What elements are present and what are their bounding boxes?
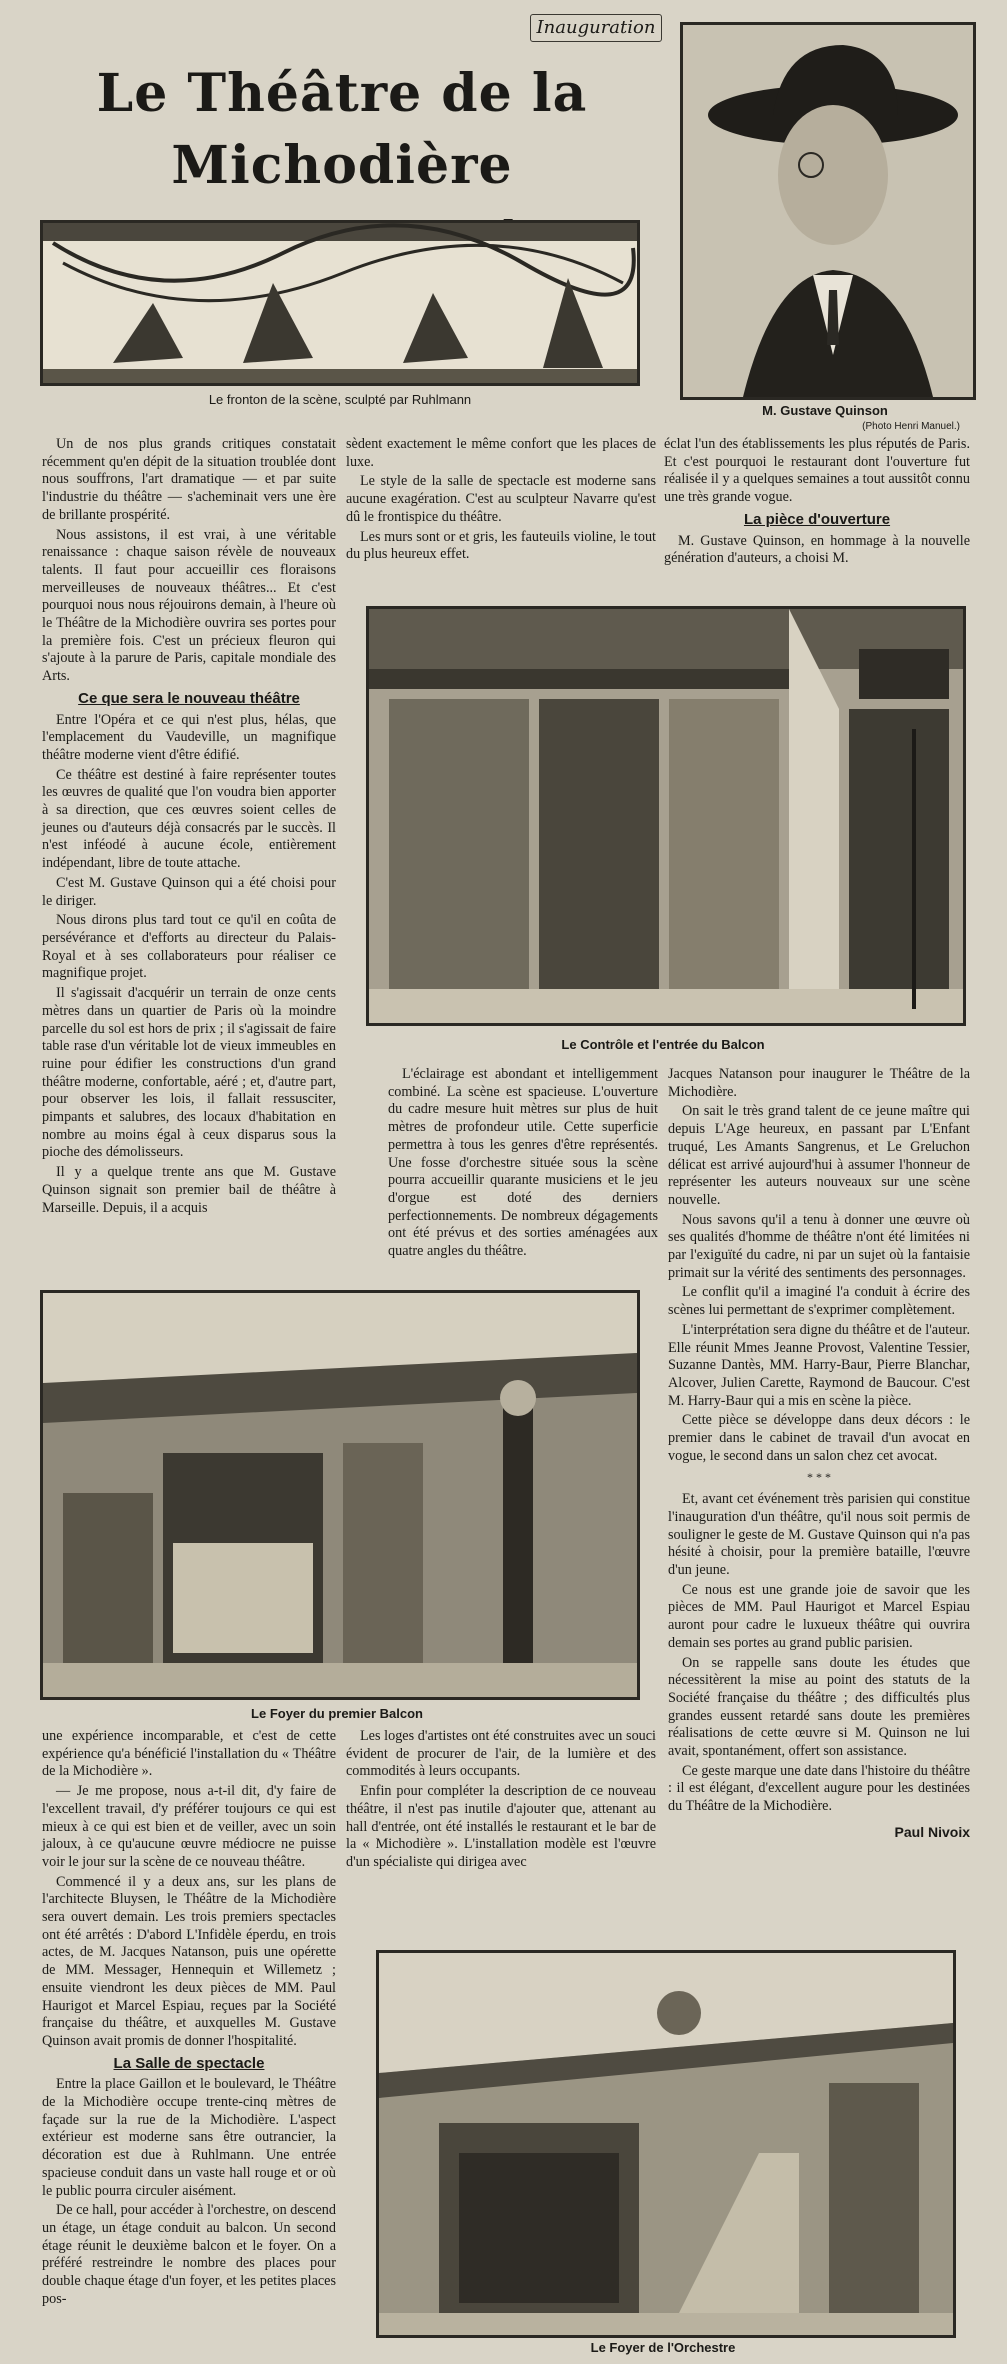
paragraph: De ce hall, pour accéder à l'orchestre, on descend un étage, un étage conduit au balcon. Un second étage réunit le deuxième balcon et le foyer. On a préféré restreindre le nombre des places pour double chaque étage d'un foyer, et les petites places pos-	[42, 2202, 336, 2307]
column-2-top	[346, 436, 656, 566]
column-3-mid	[668, 1066, 970, 1842]
paragraph: Cette pièce se développe dans deux décors : le premier dans le cabinet de travail d'un avocat en vogue, le second dans un salon chez cet avocat.	[668, 1412, 970, 1464]
portrait-credit: (Photo Henri Manuel.)	[862, 421, 960, 432]
foyer-orchestre-caption: Le Foyer de l'Orchestre	[590, 2340, 736, 2355]
paragraph: Enfin pour compléter la description de ce nouveau théâtre, il n'est pas inutile d'ajouter que, attenant au hall d'entrée, ont été installés le restaurant et le bar de la « Michodière ». L'installation modèle est l'œuvre d'un spécialiste qui dirigea avec	[346, 1783, 656, 1870]
controle-caption: Le Contrôle et l'entrée du Balcon	[561, 1037, 765, 1052]
paragraph: Ce théâtre est destiné à faire représenter toutes les œuvres de qualité que l'on voudra bien apporter à sa direction, que ces œuvres soient celles de jeunes ou d'auteurs déjà consacrés par le succès. Il n'est inféodé à aucune école, entièrement indépendant, libre de toute attache.	[42, 766, 336, 872]
controle-image	[366, 606, 966, 1026]
paragraph: Ce nous est une grande joie de savoir que les pièces de MM. Paul Haurigot et Marcel Espiau auront pour cadre le luxueux théâtre qui ouvrira demain ses portes au grand public parisien.	[668, 1581, 970, 1651]
column-2-mid	[388, 1066, 658, 1263]
foyer-orchestre-image	[376, 1950, 956, 2338]
paragraph: une expérience incomparable, et c'est de cette expérience qu'a bénéficié l'installation du « Théâtre de la Michodière ».	[42, 1728, 336, 1780]
foyer-balcon-caption: Le Foyer du premier Balcon	[251, 1706, 423, 1721]
paragraph: M. Gustave Quinson, en hommage à la nouvelle génération d'auteurs, a choisi M.	[664, 532, 970, 567]
column-3-top	[664, 436, 970, 570]
headline-line-1: Le Théâtre de la Michodière	[96, 63, 588, 196]
paragraph: Nous savons qu'il a tenu à donner une œuvre où ses qualités d'homme de théâtre n'ont été limitées ni par l'exiguïté du cadre, ni par un sujet où la fantaisie primait sur la vérité des sentiments des personnages.	[668, 1211, 970, 1281]
paragraph: L'interprétation sera digne du théâtre et de l'auteur. Elle réunit Mmes Jeanne Provost, Valentine Tessier, Suzanne Dantès, MM. Harry-Baur, Pierre Blanchar, Alcover, Julien Carette, Raymond de Baucour. C'est M. Harry-Baur qui a mis en scène la pièce.	[668, 1321, 970, 1409]
paragraph: sèdent exactement le même confort que les places de luxe.	[346, 436, 656, 470]
paragraph: éclat l'un des établissements les plus réputés de Paris. Et c'est pourquoi le restaurant dont l'ouverture fut réalisée il y a quelques semaines a tout aussitôt connu une très grande vogue.	[664, 436, 970, 506]
paragraph: Jacques Natanson pour inaugurer le Théâtre de la Michodière.	[668, 1066, 970, 1100]
fronton-image	[40, 220, 640, 386]
section-tag: Inauguration	[530, 14, 662, 42]
paragraph: Et, avant cet événement très parisien qui constitue l'inauguration d'un théâtre, qu'il nous soit permis de souligner le geste de M. Gustave Quinson qui n'a pas hésité à choisir, pour la première bataille, l'œuvre d'un jeune.	[668, 1491, 970, 1578]
paragraph: Entre la place Gaillon et le boulevard, le Théâtre de la Michodière occupe trente-cinq mètres de façade sur la rue de la Michodière. L'aspect extérieur est moderne sans être outrancier, la décoration est due à Ruhlmann. Une entrée spacieuse conduit dans un vaste hall rouge et or où le public pourra circuler aisément.	[42, 2076, 336, 2199]
paragraph: Nous assistons, il est vrai, à une véritable renaissance : chaque saison révèle de nouveaux talents. Il faut pour accueillir ces floraisons merveilleuses de nouveaux théâtres... Et c'est pourquoi nous nous réjouirons demain, à l'heure où le Théâtre de la Michodière ouvrira ses portes pour la première fois. C'est un précieux fleuron qui s'ajoute à la parure de Paris, capitale mondiale des Arts.	[42, 526, 336, 685]
paragraph: Il s'agissait d'acquérir un terrain de onze cents mètres dans un quartier de Paris où la moindre parcelle du sol est hors de prix ; il s'agissait de faire table rase d'un véritable lot de vieux immeubles en ruine pour édifier les constructions d'un grand théâtre moderne, confortable, aéré ; et, d'autre part, pour observer les lois, il fallait ressusciter, pimpants et salubres, des locaux d'habitation en nombre au moins égal à ceux disparus sous la pioche des démolisseurs.	[42, 985, 336, 1161]
column-2-bottom	[346, 1728, 656, 1874]
subheading-piece-ouverture: La pièce d'ouverture	[743, 510, 891, 528]
fronton-caption: Le fronton de la scène, sculpté par Ruhlmann	[208, 392, 472, 407]
paragraph: Nous dirons plus tard tout ce qu'il en coûta de persévérance et d'efforts au directeur du Palais-Royal et à ses collaborateurs pour réaliser ce magnifique projet.	[42, 912, 336, 982]
paragraph: Les murs sont or et gris, les fauteuils violine, le tout du plus heureux effet.	[346, 528, 656, 563]
paragraph: C'est M. Gustave Quinson qui a été choisi pour le diriger.	[42, 874, 336, 909]
paragraph: Le style de la salle de spectacle est moderne sans aucune exagération. C'est au sculpteur Navarre qu'est dû le frontispice du théâtre.	[346, 473, 656, 525]
paragraph: On se rappelle sans doute les études que nécessitèrent la mise au point des statuts de la Société française du théâtre ; des difficultés plus grandes eussent retardé sans doute les premières réalisations de cette œuvre si M. Quinson ne lui avait, spontanément, offert son assistance.	[668, 1654, 970, 1760]
paragraph: Entre l'Opéra et ce qui n'est plus, hélas, que l'emplacement du Vaudeville, un magnifique théâtre moderne vient d'être édifié.	[42, 711, 336, 763]
paragraph: Il y a quelque trente ans que M. Gustave Quinson signait son premier bail de théâtre à Marseille. Depuis, il a acquis	[42, 1164, 336, 1216]
paragraph: L'éclairage est abondant et intelligemment combiné. La scène est spacieuse. L'ouverture du cadre mesure huit mètres sur plus de huit mètres de profondeur utile. Cette superficie permettra à tous les genres d'être représentés. Une fosse d'orchestre située sous la scène pourra accueillir quarante musiciens et le jeu d'orgue est doté des derniers perfectionnements. De nombreux dégagements ont été prévus et des sorties aménagées aux quatre angles du théâtre.	[388, 1066, 658, 1260]
section-separator: * * *	[807, 1470, 831, 1485]
paragraph: Un de nos plus grands critiques constatait récemment qu'en dépit de la situation troublée dont nous souffrons, l'art dramatique — et par suite l'industrie du théâtre — s'acheminait vers une ère de brillante prospérité.	[42, 436, 336, 523]
paragraph: Ce geste marque une date dans l'histoire du théâtre : il est élégant, d'excellent augure pour les destinées du Théâtre de la Michodière.	[668, 1762, 970, 1815]
paragraph: Les loges d'artistes ont été construites avec un souci évident de procurer de l'air, de la lumière et des commodités à leurs occupants.	[346, 1728, 656, 1780]
author-signature: Paul Nivoix	[894, 1823, 970, 1840]
portrait-image	[680, 22, 976, 400]
subheading-salle-spectacle: La Salle de spectacle	[113, 2054, 265, 2072]
paragraph: Le conflit qu'il a imaginé l'a conduit à écrire des scènes lui permettant de s'exprimer complètement.	[668, 1284, 970, 1319]
subheading-nouveau-theatre: Ce que sera le nouveau théâtre	[78, 689, 300, 707]
paragraph: Commencé il y a deux ans, sur les plans de l'architecte Bluysen, le Théâtre de la Michodière sera ouvert demain. Les trois premiers spectacles ont été arrêtés : D'abord L'Infidèle éperdu, en trois actes, de M. Jacques Natanson, puis une opérette de MM. Messager, Hennequin et Willemetz ; ensuite viendront les deux pièces de MM. Paul Haurigot et Marcel Espiau, reçues par la Société française du théâtre, et auxquelles M. Gustave Quinson avait promis de donner l'hospitalité.	[42, 1873, 336, 2049]
portrait-caption: M. Gustave Quinson	[762, 403, 888, 418]
paragraph: On sait le très grand talent de ce jeune maître qui depuis L'Age heureux, en passant par L'Enfant truqué, Les Amants Sangrenus, et Le Greluchon délicat est arrivé aujourd'hui à assumer l'honneur de représenter les auteurs nouveaux sur une scène nouvelle.	[668, 1103, 970, 1208]
column-1-bottom	[42, 1728, 336, 2311]
foyer-balcon-image	[40, 1290, 640, 1700]
column-1-top	[42, 436, 336, 1219]
paragraph: — Je me propose, nous a-t-il dit, d'y faire de l'excellent travail, d'y préférer toujours ce qui est mieux à ce qui est bien et de veiller, avec un soin jaloux, à ce qu'aucune œuvre médiocre ne puisse voir le jour sur la scène de ce nouveau théâtre.	[42, 1783, 336, 1870]
